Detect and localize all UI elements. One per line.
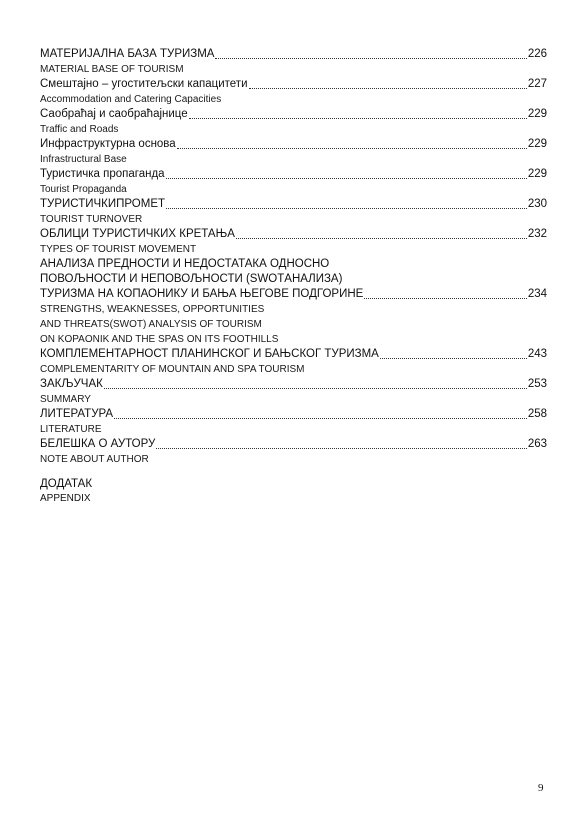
appendix-title: ДОДАТАК — [40, 478, 93, 490]
toc-entry-translation: ON KOPAONIK AND THE SPAS ON ITS FOOTHILLS — [40, 334, 279, 345]
toc-entry-page: 258 — [527, 408, 547, 420]
dot-leader — [114, 417, 527, 419]
toc-entry — [40, 107, 547, 122]
toc-entry-title-line: ПОВОЉНОСТИ И НЕПОВОЉНОСТИ (SWOTАНАЛИЗА) — [40, 273, 343, 285]
toc-entry-page: 234 — [527, 288, 547, 300]
toc-entry-translation: Accommodation and Catering Capacities — [40, 94, 222, 105]
toc-entry-title: ОБЛИЦИ ТУРИСТИЧКИХ КРЕТАЊА — [40, 228, 235, 240]
toc-entry-page: 227 — [527, 78, 547, 90]
toc-entry-translation: TOURIST TURNOVER — [40, 214, 143, 225]
table-of-contents — [40, 47, 547, 467]
toc-entry-translation: LITERATURE — [40, 424, 102, 435]
dot-leader — [364, 297, 526, 299]
toc-entry-title: ТУРИЗМА НА КОПАОНИКУ И БАЊА ЊЕГОВЕ ПОДГОРИНЕ — [40, 288, 364, 300]
toc-entry — [40, 137, 547, 152]
toc-entry-translation: TYPES OF TOURIST MOVEMENT — [40, 244, 197, 255]
page-number: 9 — [538, 782, 544, 794]
toc-entry-translation: MATERIAL BASE OF TOURISM — [40, 64, 184, 75]
toc-entry-title: Инфраструктурна основа — [40, 138, 176, 150]
toc-entry-title: Саобраћај и саобраћајнице — [40, 108, 188, 120]
toc-entry-page: 229 — [527, 138, 547, 150]
toc-entry — [40, 197, 547, 212]
toc-entry — [40, 347, 547, 362]
toc-entry — [40, 167, 547, 182]
toc-entry-translation: COMPLEMENTARITY OF MOUNTAIN AND SPA TOURISM — [40, 364, 305, 375]
toc-entry-page: 243 — [527, 348, 547, 360]
toc-entry-translation: AND THREATS(SWOT) ANALYSIS OF TOURISM — [40, 319, 262, 330]
toc-entry-translation: Tourist Propaganda — [40, 184, 127, 195]
toc-entry-page: 229 — [527, 168, 547, 180]
toc-entry-page: 229 — [527, 108, 547, 120]
toc-entry-title: ЗАКЉУЧАК — [40, 378, 103, 390]
toc-entry-title: ЛИТЕРАТУРА — [40, 408, 114, 420]
dot-leader — [177, 147, 527, 149]
toc-entry-translation: Traffic and Roads — [40, 124, 119, 135]
toc-entry — [40, 287, 547, 302]
toc-entry-translation: Infrastructural Base — [40, 154, 127, 165]
dot-leader — [156, 447, 526, 449]
toc-entry-page: 253 — [527, 378, 547, 390]
toc-entry-page: 226 — [527, 48, 547, 60]
toc-entry-page: 230 — [527, 198, 547, 210]
toc-entry-translation: NOTE ABOUT AUTHOR — [40, 454, 149, 465]
dot-leader — [166, 207, 527, 209]
toc-entry — [40, 227, 547, 242]
toc-entry — [40, 47, 547, 62]
toc-entry — [40, 407, 547, 422]
toc-entry-page: 263 — [527, 438, 547, 450]
toc-entry — [40, 377, 547, 392]
dot-leader — [104, 387, 527, 389]
toc-entry-title: ТУРИСТИЧКИПРОМЕТ — [40, 198, 166, 210]
toc-entry-title: Туристичка пропаганда — [40, 168, 165, 180]
toc-entry — [40, 77, 547, 92]
toc-entry-title-line: АНАЛИЗА ПРЕДНОСТИ И НЕДОСТАТАКА ОДНОСНО — [40, 258, 330, 270]
appendix-section — [40, 477, 92, 506]
dot-leader — [215, 57, 526, 59]
dot-leader — [249, 87, 527, 89]
toc-entry-translation: STRENGTHS, WEAKNESSES, OPPORTUNITIES — [40, 304, 265, 315]
toc-entry-title: Смештајно – угоститељски капацитети — [40, 78, 248, 90]
appendix-translation: APPENDIX — [40, 493, 91, 504]
toc-entry-title: МАТЕРИЈАЛНА БАЗА ТУРИЗМА — [40, 48, 215, 60]
dot-leader — [236, 237, 527, 239]
dot-leader — [189, 117, 527, 119]
toc-entry-title: БЕЛЕШКА О АУТОРУ — [40, 438, 156, 450]
toc-entry — [40, 437, 547, 452]
toc-entry-page: 232 — [527, 228, 547, 240]
dot-leader — [166, 177, 527, 179]
toc-entry-translation: SUMMARY — [40, 394, 91, 405]
dot-leader — [380, 357, 527, 359]
toc-entry-title: КОМПЛЕМЕНТАРНОСТ ПЛАНИНСКОГ И БАЊСКОГ ТУРИЗМА — [40, 348, 379, 360]
